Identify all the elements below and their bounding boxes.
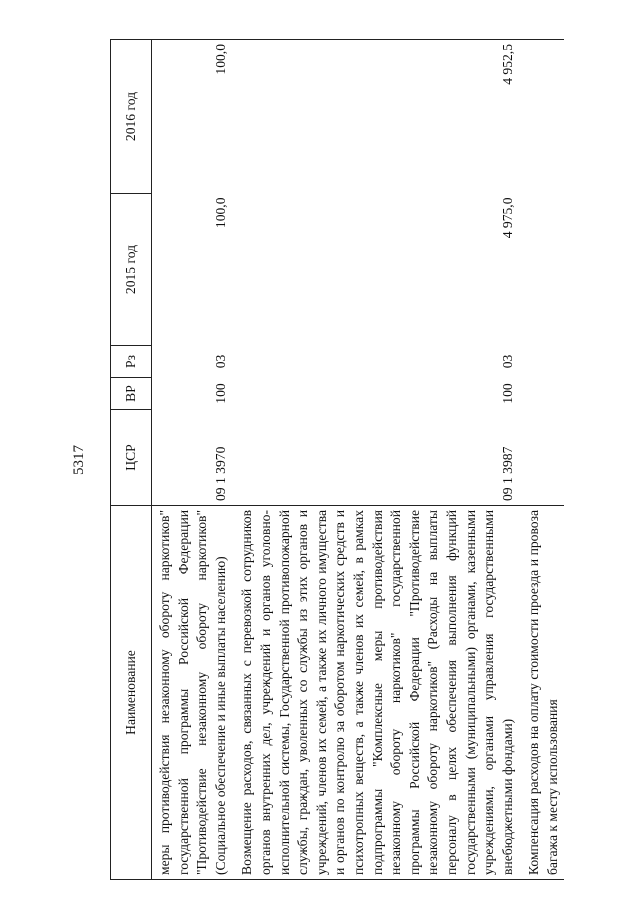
- row-2015: 100,0: [212, 197, 228, 229]
- row-2016: 4 952,5: [232, 40, 519, 194]
- header-csr: ЦСР: [111, 410, 152, 506]
- row-csr: 09 1 3970: [212, 446, 228, 501]
- table-row: [519, 40, 564, 880]
- header-vr: ВР: [111, 378, 152, 410]
- row-vr: 100: [499, 383, 515, 404]
- row-name: меры противодействия незаконному обороту наркотиков" государственной программы Российской Федерации "Противодействие незаконному обороту наркотиков" (Социальное обеспечение и иные выплаты населению): [152, 506, 233, 880]
- row-csr: [519, 410, 564, 506]
- table-header-row: [111, 40, 152, 880]
- row-rz: 03: [212, 354, 228, 369]
- row-vr: [519, 378, 564, 410]
- header-name: Наименование: [111, 506, 152, 880]
- table-row: [232, 40, 519, 880]
- budget-table: [110, 39, 564, 880]
- table-row: [152, 40, 233, 880]
- row-2016: 100,0: [152, 40, 233, 194]
- row-name: Компенсация расходов на оплату стоимости проезда и провоза багажа к месту использования: [519, 506, 564, 880]
- row-rz: 03: [499, 354, 515, 369]
- row-csr: 09 1 3987: [499, 446, 515, 501]
- header-2015: 2015 год: [111, 194, 152, 346]
- row-name: Возмещение расходов, связанных с перевозкой сотрудников органов внутренних дел, учреждений и органов уголовно-исполнительной системы, Государственной противопожарной службы, граждан, уволенных со службы из этих органов и учреждений, членов их семей, а также их личного имущества и органов по контролю за оборотом наркотических средств и психотропных веществ, а также членов их семей, в рамках подпрограммы "Комплексные меры противодействия незаконному обороту наркотиков" государственной программы Российской Федерации "Противодействие незаконному обороту наркотиков" (Расходы на выплаты персоналу в целях обеспечения выполнения функций государственными (муниципальными) органами, казенными учреждениями, органами управления государственными внебюджетными фондами): [232, 506, 519, 880]
- header-2016: 2016 год: [111, 40, 152, 194]
- row-rz: [519, 346, 564, 378]
- row-vr: 100: [212, 383, 228, 404]
- row-2015: 4 975,0: [499, 197, 515, 239]
- row-2016: [519, 40, 564, 194]
- page-number: 5317: [71, 445, 87, 475]
- header-rz: Рз: [111, 346, 152, 378]
- row-2015: [519, 194, 564, 346]
- rotated-page: [70, 40, 590, 880]
